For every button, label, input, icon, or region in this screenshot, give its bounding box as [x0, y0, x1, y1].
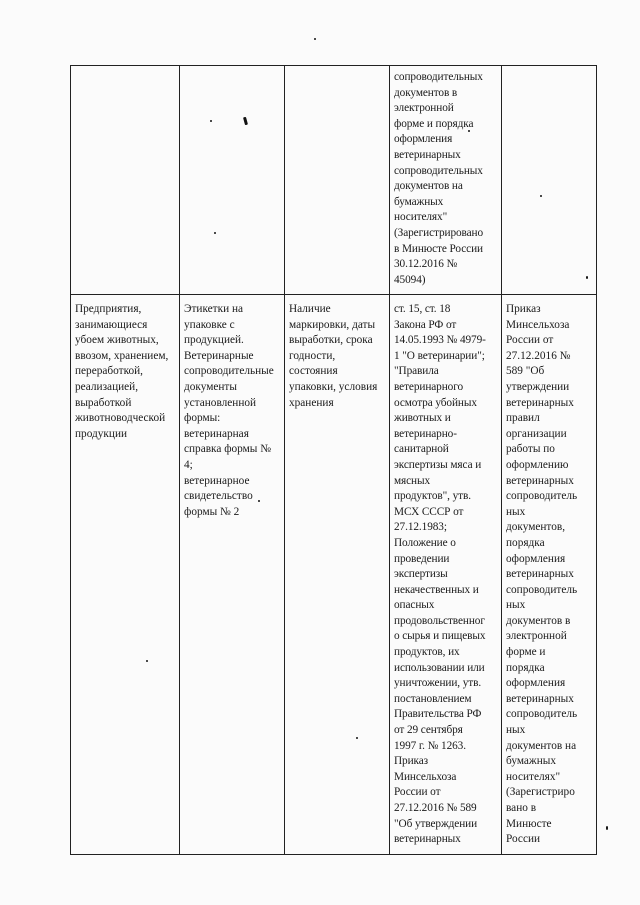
table-cell	[180, 66, 285, 295]
scan-speck	[468, 130, 470, 132]
scan-speck	[146, 660, 148, 662]
table-cell	[285, 295, 390, 855]
table-cell	[502, 295, 597, 855]
table-cell	[502, 66, 597, 295]
table-cell	[71, 66, 180, 295]
table-cell	[390, 66, 502, 295]
scan-speck	[258, 500, 260, 502]
table-row	[71, 295, 597, 855]
scan-speck	[540, 195, 542, 197]
scan-speck	[214, 232, 216, 234]
table-row	[71, 66, 597, 295]
scan-speck	[606, 826, 608, 830]
cell-text: Этикетки на упаковке с продукцией. Ветеринарные сопроводительные документы установленной формы: ветеринарная справка формы № 4; ветеринарное свидетельство формы № 2	[184, 303, 274, 518]
cell-text: Приказ Минсельхоза России от 27.12.2016 № 589 "Об утверждении ветеринарных правил организации работы по оформлению ветеринарных сопроводитель ных документов, порядка оформления ветеринарных сопроводитель ных документов в электронной форме и порядка оформления ветеринарных сопроводитель ных документов на бумажных носителях" (Зарегистриро вано в Минюсте России	[506, 303, 578, 846]
table-cell	[180, 295, 285, 855]
scan-speck	[314, 38, 316, 40]
scan-speck	[586, 276, 588, 279]
cell-text: сопроводительных документов в электронной форме и порядка оформления ветеринарных сопроводительных документов на бумажных носителях" (Зарегистрировано в Минюсте России 30.12.2016 № 45094)	[394, 71, 484, 286]
scan-speck	[210, 120, 212, 122]
cell-text: ст. 15, ст. 18 Закона РФ от 14.05.1993 № 4979- 1 "О ветеринарии"; "Правила ветеринарного осмотра убойных животных и ветеринарно- санитарной экспертизы мяса и мясных продуктов", утв. МСХ СССР от 27.12.1983; Положение о проведении экспертизы некачественных и опасных продовольственног о сырья и пищевых продуктов, их использовании или уничтожении, утв. постановлением Правительства РФ от 29 сентября 1997 г. № 1263. Приказ Минсельхоза России от 27.12.2016 № 589 "Об утверждении ветеринарных	[394, 303, 486, 846]
requirements-table	[70, 65, 597, 855]
table-cell	[390, 295, 502, 855]
table-cell	[285, 66, 390, 295]
cell-text: Наличие маркировки, даты выработки, срока годности, состояния упаковки, условия хранения	[289, 303, 378, 409]
cell-text: Предприятия, занимающиеся убоем животных, ввозом, хранением, переработкой, реализацией, выработкой животноводческой продукции	[75, 303, 169, 440]
scan-speck	[356, 737, 358, 739]
table-cell	[71, 295, 180, 855]
